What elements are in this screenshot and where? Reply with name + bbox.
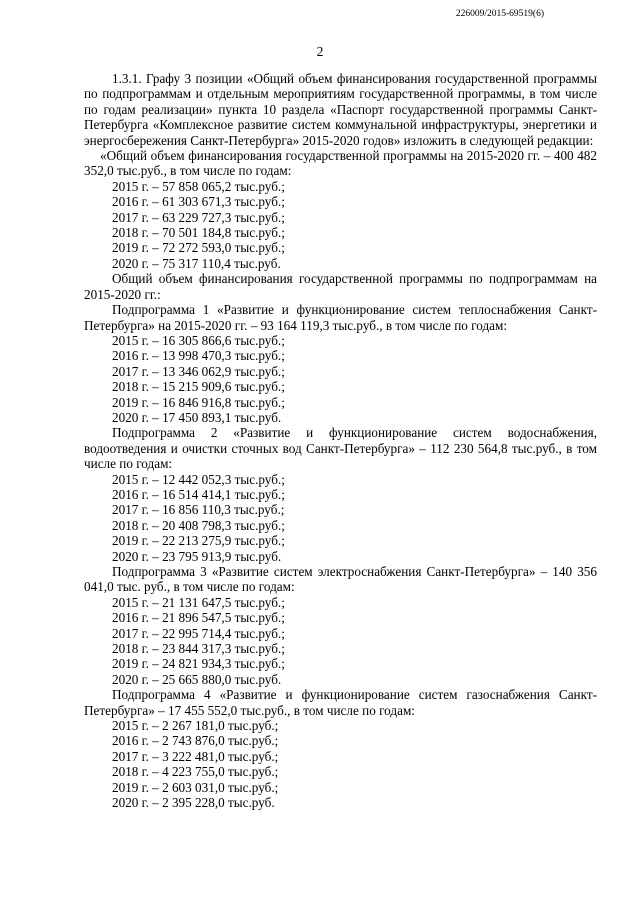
- year-line: 2019 г. – 22 213 275,9 тыс.руб.;: [112, 533, 285, 549]
- year-line: 2016 г. – 13 998 470,3 тыс.руб.;: [112, 348, 285, 364]
- year-line: 2020 г. – 23 795 913,9 тыс.руб.: [112, 548, 282, 564]
- year-line: 2020 г. – 2 395 228,0 тыс.руб.: [112, 795, 275, 811]
- year-line: 2016 г. – 21 896 547,5 тыс.руб.;: [112, 610, 285, 626]
- year-line: 2019 г. – 72 272 593,0 тыс.руб.;: [112, 240, 285, 256]
- year-line: 2018 г. – 15 215 909,6 тыс.руб.;: [112, 379, 285, 395]
- year-line: 2015 г. – 2 267 181,0 тыс.руб.;: [112, 718, 279, 734]
- year-line: 2020 г. – 17 450 893,1 тыс.руб.: [112, 409, 282, 425]
- total-paragraph: «Общий объем финансирования государственной программы на 2015-2020 гг. – 400 482 352,0 тыс.руб., в том числе по годам:: [84, 148, 597, 179]
- subprogram-paragraph: Подпрограмма 3 «Развитие систем электроснабжения Санкт-Петербурга» – 140 356 041,0 тыс. руб., в том числе по годам:: [84, 564, 597, 595]
- year-line: 2018 г. – 4 223 755,0 тыс.руб.;: [112, 764, 279, 780]
- year-line: 2018 г. – 70 501 184,8 тыс.руб.;: [112, 225, 285, 241]
- intro-paragraph: 1.3.1. Графу 3 позиции «Общий объем финансирования государственной программы по подпрограммам и отдельным мероприятиям государственной программы, в том числе по годам реализации» пункта 10 раздела «Паспорт государственной программы Санкт-Петербурга «Комплексное развитие систем коммунальной инфраструктуры, энергетики и энергосбережения Санкт-Петербурга» 2015-2020 годов» изложить в следующей редакции:: [84, 71, 597, 148]
- year-line: 2019 г. – 2 603 031,0 тыс.руб.;: [112, 779, 279, 795]
- year-line: 2017 г. – 3 222 481,0 тыс.руб.;: [112, 748, 279, 764]
- year-line: 2016 г. – 2 743 876,0 тыс.руб.;: [112, 733, 279, 749]
- year-line: 2016 г. – 61 303 671,3 тыс.руб.;: [112, 194, 285, 210]
- year-line: 2015 г. – 57 858 065,2 тыс.руб.;: [112, 178, 285, 194]
- subprogram-paragraph: Подпрограмма 1 «Развитие и функционирование систем теплоснабжения Санкт-Петербурга» на 2015-2020 гг. – 93 164 119,3 тыс.руб., в том числе по годам:: [84, 302, 597, 333]
- year-line: 2018 г. – 23 844 317,3 тыс.руб.;: [112, 641, 285, 657]
- year-line: 2017 г. – 63 229 727,3 тыс.руб.;: [112, 209, 285, 225]
- year-line: 2018 г. – 20 408 798,3 тыс.руб.;: [112, 517, 285, 533]
- subprogram-paragraph: Подпрограмма 4 «Развитие и функционирование систем газоснабжения Санкт-Петербурга» – 17 455 552,0 тыс.руб., в том числе по годам:: [84, 687, 597, 718]
- year-line: 2017 г. – 22 995 714,4 тыс.руб.;: [112, 625, 285, 641]
- subprogram-block: [84, 302, 597, 425]
- year-line: 2017 г. – 16 856 110,3 тыс.руб.;: [112, 502, 285, 518]
- document-number: 226009/2015-69519(6): [455, 9, 544, 19]
- subprogram-block: [84, 425, 597, 564]
- subprogram-block: [84, 564, 597, 687]
- document-body: [84, 71, 597, 811]
- year-line: 2020 г. – 25 665 880,0 тыс.руб.: [112, 671, 282, 687]
- year-line: 2016 г. – 16 514 414,1 тыс.руб.;: [112, 486, 285, 502]
- subprogram-block: [84, 687, 597, 810]
- subprogram-paragraph: Подпрограмма 2 «Развитие и функционирование систем водоснабжения, водоотведения и очистки сточных вод Санкт-Петербурга» – 112 230 564,8 тыс.руб., в том числе по годам:: [84, 425, 597, 472]
- year-line: 2015 г. – 16 305 866,6 тыс.руб.;: [112, 332, 285, 348]
- year-line: 2017 г. – 13 346 062,9 тыс.руб.;: [112, 363, 285, 379]
- year-line: 2020 г. – 75 317 110,4 тыс.руб.: [112, 255, 281, 271]
- total-years-list: [84, 179, 597, 271]
- year-line: 2019 г. – 24 821 934,3 тыс.руб.;: [112, 656, 285, 672]
- year-line: 2015 г. – 21 131 647,5 тыс.руб.;: [112, 594, 285, 610]
- subprograms-heading: Общий объем финансирования государственной программы по подпрограммам на 2015-2020 гг.:: [84, 271, 597, 302]
- year-line: 2015 г. – 12 442 052,3 тыс.руб.;: [112, 471, 285, 487]
- page-number: 2: [316, 44, 324, 59]
- year-line: 2019 г. – 16 846 916,8 тыс.руб.;: [112, 394, 285, 410]
